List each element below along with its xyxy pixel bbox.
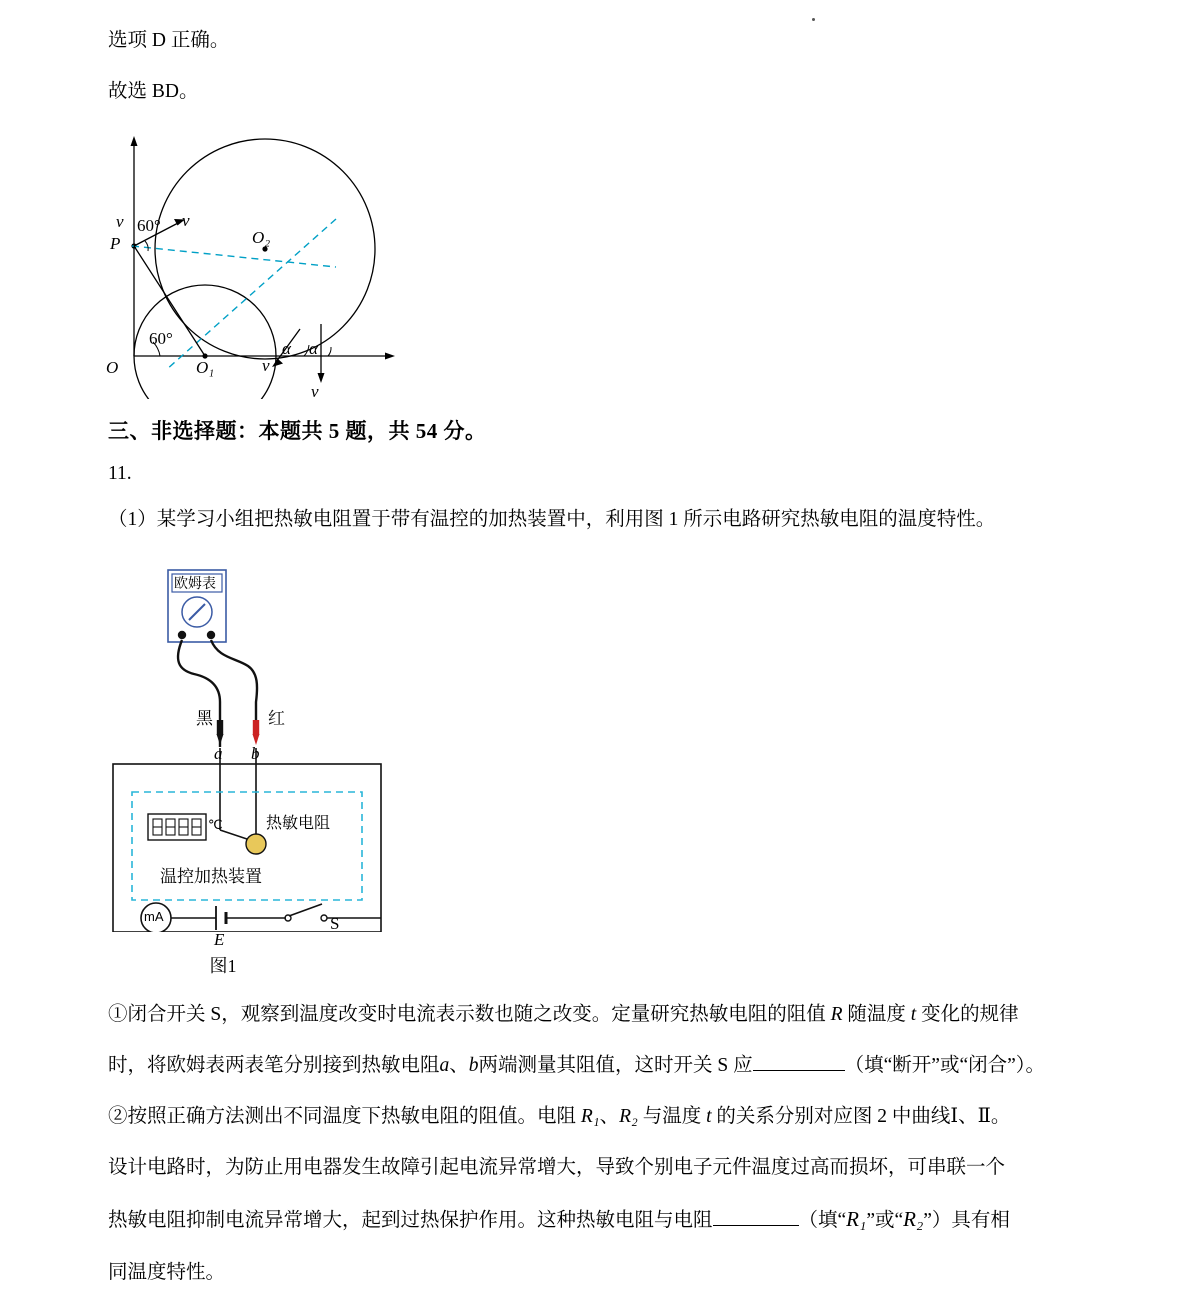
switch-label: S: [330, 914, 340, 934]
node-a-label: a: [214, 744, 223, 764]
sub2-line3-b: （填“: [798, 1210, 847, 1232]
line-option-d: 选项 D 正确。: [108, 30, 230, 51]
var-R1-quote: R₁: [846, 1207, 867, 1232]
heater-box-label: 温控加热装置: [160, 867, 262, 887]
figure1-label-v2: v: [262, 356, 270, 376]
node-b-label: b: [251, 744, 260, 764]
ohmmeter-label: 欧姆表: [174, 575, 216, 592]
figure1-label-v3: v: [311, 382, 319, 402]
sub1-line2-c: 两端测量其阻值，这时开关 S 应: [478, 1055, 753, 1077]
var-R: R: [830, 1004, 843, 1026]
black-probe-label: 黑: [196, 709, 213, 729]
sub-question-2-line2: 设计电路时，为防止用电器发生故障引起电流异常增大，导致个别电子元件温度过高而损坏，可串联一个: [108, 1157, 1006, 1179]
sub2-text-a: ②按照正确方法测出不同温度下热敏电阻的阻值。电阻: [108, 1106, 581, 1128]
question-1-stem: （1）某学习小组把热敏电阻置于带有温控的加热装置中，利用图 1 所示电路研究热敏电阻的温度特性。: [108, 509, 996, 531]
figure1-label-v-axis: v: [116, 212, 124, 232]
figure-thermistor-circuit: [108, 552, 508, 950]
battery-label: E: [214, 930, 225, 950]
sub2-line3-d: ”）具有相: [923, 1210, 1010, 1232]
figure-velocity-geometry-svg: [104, 124, 504, 399]
sub2-line3-c: ”或“: [866, 1210, 904, 1232]
var-b: b: [468, 1055, 479, 1077]
red-probe-label: 红: [268, 709, 285, 729]
celsius-label: ℃: [208, 817, 223, 833]
figure1-label-v1: v: [182, 211, 190, 231]
thermistor-label: 热敏电阻: [266, 815, 331, 833]
figure1-label-P: P: [110, 234, 121, 254]
var-t: t: [910, 1004, 917, 1026]
var-R1: R₁: [580, 1106, 600, 1128]
figure1-label-alpha2: α: [309, 339, 318, 359]
ammeter-label: mA: [144, 909, 164, 925]
sub1-line2-b: 、: [449, 1055, 469, 1077]
sub1-text-c: 变化的规律: [916, 1004, 1019, 1026]
line-answer: 故选 BD。: [108, 81, 199, 103]
figure1-label-O: O: [106, 358, 119, 378]
sub2-line3-a: 热敏电阻抑制电流异常增大，起到过热保护作用。这种热敏电阻与电阻: [108, 1210, 713, 1232]
figure1-label-O1: O₁: [196, 358, 215, 378]
sub-question-2-line1: [108, 1098, 1088, 1135]
sub2-text-d: 的关系分别对应图 2 中曲线Ⅰ、Ⅱ。: [711, 1106, 1011, 1128]
section-heading: 三、非选择题：本题共 5 题，共 54 分。: [108, 419, 487, 444]
figure1-label-angle-60-bottom: 60°: [149, 329, 173, 349]
figure1-label-alpha1: α: [282, 339, 291, 359]
sub2-text-b: 、: [599, 1106, 620, 1128]
sub-question-2-line4: 同温度特性。: [108, 1262, 226, 1284]
figure-velocity-geometry: [104, 124, 504, 402]
figure1-caption: 图1: [209, 956, 237, 977]
sub2-text-c: 与温度: [637, 1106, 707, 1128]
sub1-line2-d: （填“断开”或“闭合”）。: [844, 1055, 1046, 1077]
answer-blank-2[interactable]: [713, 1225, 799, 1226]
document-content: [108, 0, 1088, 1305]
answer-blank-1[interactable]: [753, 1070, 845, 1071]
var-a: a: [439, 1055, 450, 1077]
sub-question-1-line2: [108, 1047, 1088, 1084]
sub-question-1-line1: [108, 996, 1088, 1033]
sub1-line2-a: 时，将欧姆表两表笔分别接到热敏电阻: [108, 1055, 440, 1077]
question-number: 11.: [108, 463, 132, 485]
figure1-label-O2: O₂: [252, 228, 271, 248]
var-t-2: t: [706, 1106, 712, 1128]
sub1-text-a: ①闭合开关 S，观察到温度改变时电流表示数也随之改变。定量研究热敏电阻的阻值: [108, 1004, 831, 1026]
sub1-text-b: 随温度: [842, 1004, 911, 1026]
figure1-label-angle-60-top: 60°: [137, 216, 161, 236]
var-R2: R₂: [619, 1106, 638, 1128]
sub-question-2-line3: [108, 1200, 1088, 1240]
var-R2-quote: R₂: [903, 1207, 924, 1232]
